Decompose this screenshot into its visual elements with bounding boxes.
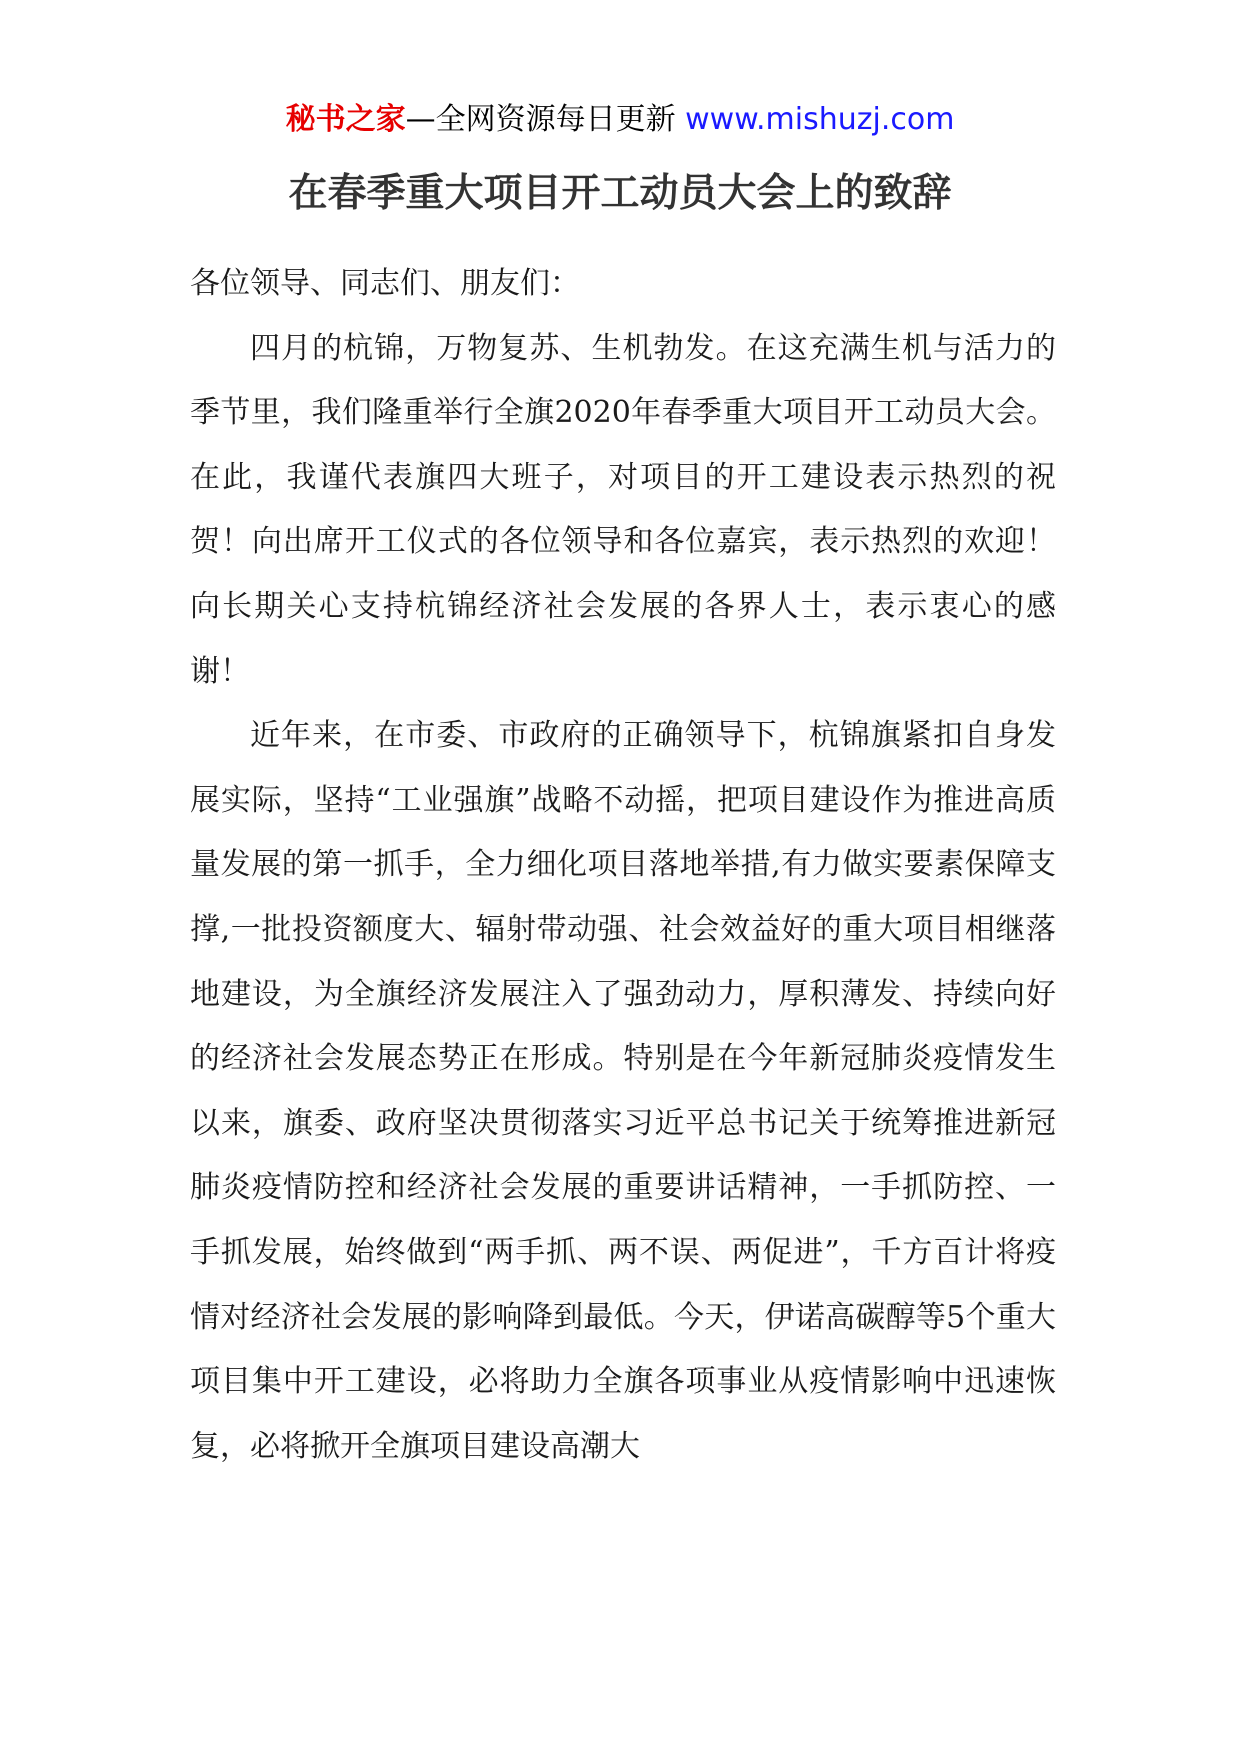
salutation: 各位领导、同志们、朋友们：: [190, 266, 580, 301]
brand-name: 秘书之家: [285, 102, 406, 137]
site-url-link[interactable]: www.mishuzj.com: [685, 102, 955, 137]
document-title: 在春季重大项目开工动员大会上的致辞: [288, 171, 952, 216]
site-header: [0, 100, 1240, 140]
header-tagline: —全网资源每日更新: [405, 102, 686, 137]
paragraph-2: 近年来，在市委、市政府的正确领导下，杭锦旗紧扣自身发展实际，坚持“工业强旗”战略不动摇，把项目建设作为推进高质量发展的第一抓手，全力细化项目落地举措,有力做实要素保障支撑,一批投资额度大、辐射带动强、社会效益好的重大项目相继落地建设，为全旗经济发展注入了强劲动力，厚积薄发、持续向好的经济社会发展态势正在形成。特别是在今年新冠肺炎疫情发生以来，旗委、政府坚决贯彻落实习近平总书记关于统筹推进新冠肺炎疫情防控和经济社会发展的重要讲话精神，一手抓防控、一手抓发展，始终做到“两手抓、两不误、两促进”，千方百计将疫情对经济社会发展的影响降到最低。今天，伊诺高碳醇等5个重大项目集中开工建设，必将助力全旗各项事业从疫情影响中迅速恢复，必将掀开全旗项目建设高潮大: [190, 718, 1056, 1464]
document-body: [190, 252, 1056, 1479]
paragraph-1: 四月的杭锦，万物复苏、生机勃发。在这充满生机与活力的季节里，我们隆重举行全旗2020年春季重大项目开工动员大会。在此，我谨代表旗四大班子，对项目的开工建设表示热烈的祝贺！向出席开工仪式的各位领导和各位嘉宾，表示热烈的欢迎！向长期关心支持杭锦经济社会发展的各界人士，表示衷心的感谢！: [190, 330, 1056, 689]
